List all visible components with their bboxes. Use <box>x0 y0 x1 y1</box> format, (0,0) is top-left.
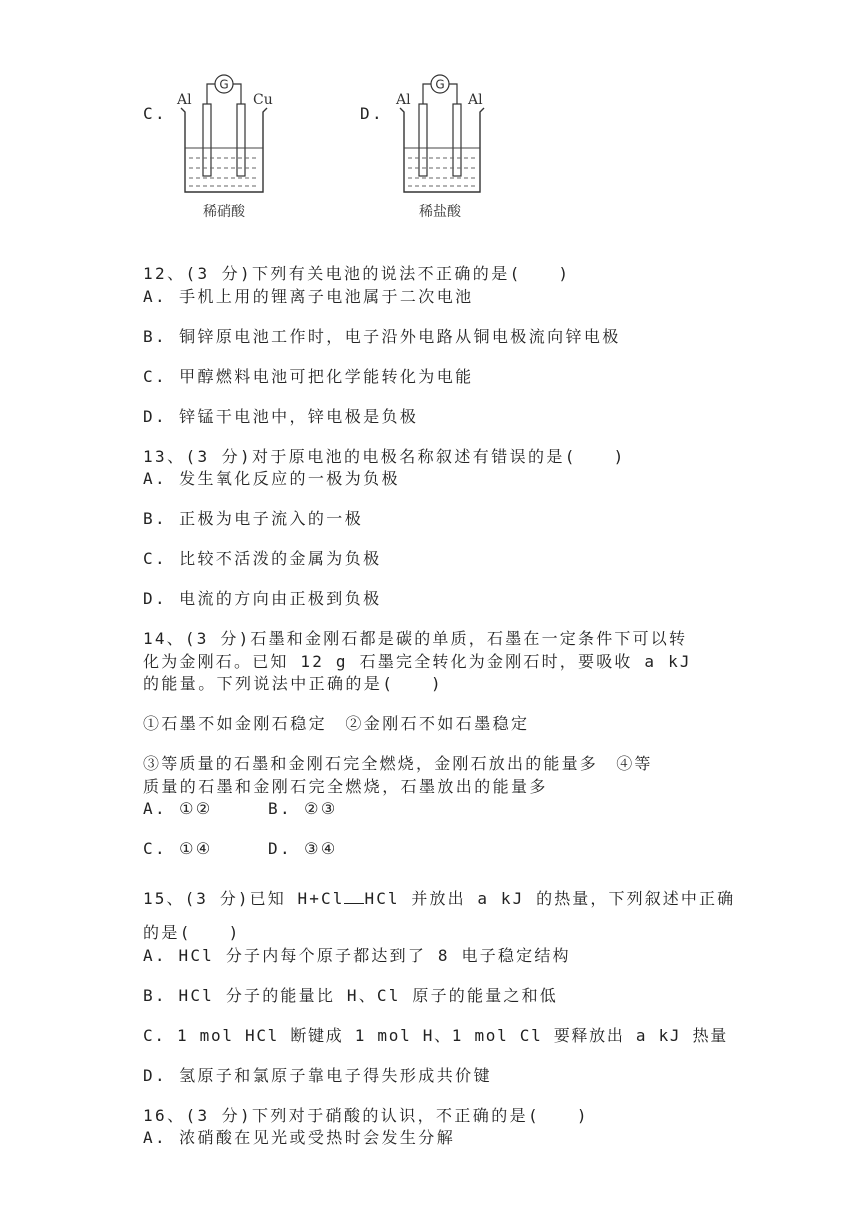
question-15-option-b: B. HCl 分子的能量比 H、Cl 原子的能量之和低 <box>143 986 558 1005</box>
solution-label-d: 稀盐酸 <box>419 204 461 220</box>
meter-label-c: G <box>219 77 229 92</box>
question-15-stem-part-1: 15、(3 分)已知 H+Cl <box>143 889 345 908</box>
question-12-stem: 12、(3 分)下列有关电池的说法不正确的是( ) <box>143 264 571 283</box>
question-13-option-b: B. 正极为电子流入的一极 <box>143 509 364 528</box>
question-14-statements-line-2: ③等质量的石墨和金刚石完全燃烧，金刚石放出的能量多 ④等 <box>143 754 653 773</box>
question-14-stem-line-3: 的能量。下列说法中正确的是( ) <box>143 674 444 693</box>
question-15-stem-line-2: 的是( ) <box>143 923 241 942</box>
right-electrode-label-d: Al <box>468 92 483 108</box>
question-14-option-a: A. ①② <box>143 799 213 818</box>
figure-d-option-label: D. <box>360 104 385 123</box>
question-14-option-d: D. ③④ <box>268 839 338 858</box>
question-12-option-a: A. 手机上用的锂离子电池属于二次电池 <box>143 287 474 306</box>
question-12-option-c: C. 甲醇燃料电池可把化学能转化为电能 <box>143 367 474 386</box>
question-13-option-d: D. 电流的方向由正极到负极 <box>143 589 382 608</box>
galvanic-cell-diagram-c <box>175 68 285 228</box>
question-16-stem: 16、(3 分)下列对于硝酸的认识，不正确的是( ) <box>143 1106 589 1125</box>
question-14-statements-line-1: ①石墨不如金刚石稳定 ②金刚石不如石墨稳定 <box>143 714 530 733</box>
question-15-stem-line-1 <box>143 889 735 909</box>
question-14-option-b: B. ②③ <box>268 799 338 818</box>
reaction-arrow-underline <box>344 889 364 904</box>
figure-c-option-label: C. <box>143 104 168 123</box>
solution-label-c: 稀硝酸 <box>203 204 245 220</box>
question-14-stem-line-2: 化为金刚石。已知 12 g 石墨完全转化为金刚石时，要吸收 a kJ <box>143 652 692 671</box>
question-15-option-a: A. HCl 分子内每个原子都达到了 8 电子稳定结构 <box>143 946 571 965</box>
question-14-statements-line-3: 质量的石墨和金刚石完全燃烧，石墨放出的能量多 <box>143 777 548 796</box>
question-14-option-c: C. ①④ <box>143 839 213 858</box>
left-electrode-label-d: Al <box>396 92 411 108</box>
meter-label-d: G <box>435 77 445 92</box>
question-13-option-a: A. 发生氧化反应的一极为负极 <box>143 469 400 488</box>
question-15-option-d: D. 氢原子和氯原子靠电子得失形成共价键 <box>143 1066 492 1085</box>
right-electrode-label-c: Cu <box>253 92 273 108</box>
question-12-option-b: B. 铜锌原电池工作时，电子沿外电路从铜电极流向锌电极 <box>143 327 621 346</box>
question-15-option-c: C. 1 mol HCl 断键成 1 mol H、1 mol Cl 要释放出 a kJ 热量 <box>143 1026 728 1045</box>
question-13-option-c: C. 比较不活泼的金属为负极 <box>143 549 382 568</box>
question-15-stem-part-2: HCl 并放出 a kJ 的热量，下列叙述中正确 <box>364 889 736 908</box>
question-12-option-d: D. 锌锰干电池中，锌电极是负极 <box>143 407 419 426</box>
left-electrode-label-c: Al <box>177 92 192 108</box>
question-13-stem: 13、(3 分)对于原电池的电极名称叙述有错误的是( ) <box>143 447 626 466</box>
question-14-stem-line-1: 14、(3 分)石墨和金刚石都是碳的单质，石墨在一定条件下可以转 <box>143 629 688 648</box>
galvanic-cell-diagram-d <box>394 68 504 228</box>
question-16-option-a: A. 浓硝酸在见光或受热时会发生分解 <box>143 1128 456 1147</box>
